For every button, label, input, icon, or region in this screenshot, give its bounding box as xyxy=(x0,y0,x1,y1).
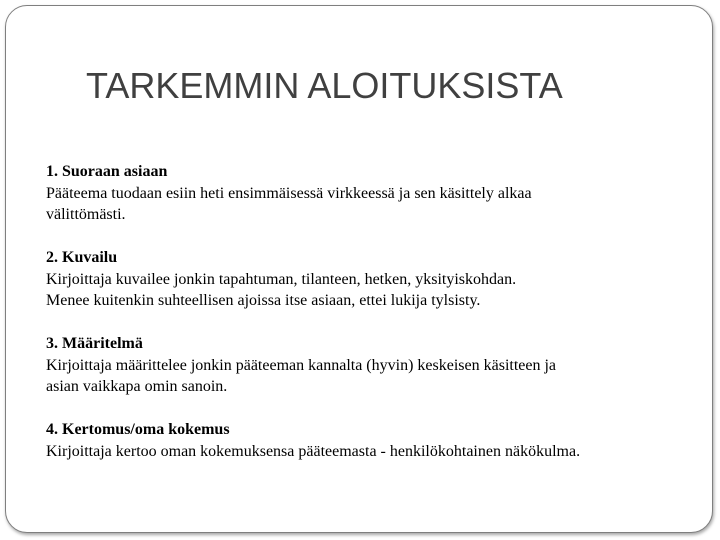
section-suoraan-asiaan xyxy=(46,161,686,226)
section-text-line: Kirjoittaja kertoo oman kokemuksensa pääteemasta - henkilökohtainen näkökulma. xyxy=(46,442,581,460)
slide-frame xyxy=(5,5,713,533)
section-text-line: Kirjoittaja määrittelee jonkin pääteeman kannalta (hyvin) keskeisen käsitteen ja xyxy=(46,356,557,374)
slide-title: TARKEMMIN ALOITUKSISTA xyxy=(86,65,563,106)
section-heading: 4. Kertomus/oma kokemus xyxy=(46,421,230,438)
section-maaritelma xyxy=(46,333,686,398)
section-text-line: asian vaikkapa omin sanoin. xyxy=(46,378,228,395)
section-text-line: välittömästi. xyxy=(46,206,126,223)
section-text-line: Kirjoittaja kuvailee jonkin tapahtuman, tilanteen, hetken, yksityiskohdan. xyxy=(46,270,517,288)
section-kuvailu xyxy=(46,247,686,312)
section-text-line: Menee kuitenkin suhteellisen ajoissa itse asiaan, ettei lukija tylsisty. xyxy=(46,292,481,309)
slide-content xyxy=(46,161,686,484)
section-heading: 3. Määritelmä xyxy=(46,335,143,352)
section-heading: 2. Kuvailu xyxy=(46,249,118,266)
section-kertomus xyxy=(46,419,686,462)
section-text-line: Pääteema tuodaan esiin heti ensimmäisessä virkkeessä ja sen käsittely alkaa xyxy=(46,184,532,202)
section-heading: 1. Suoraan asiaan xyxy=(46,163,168,180)
